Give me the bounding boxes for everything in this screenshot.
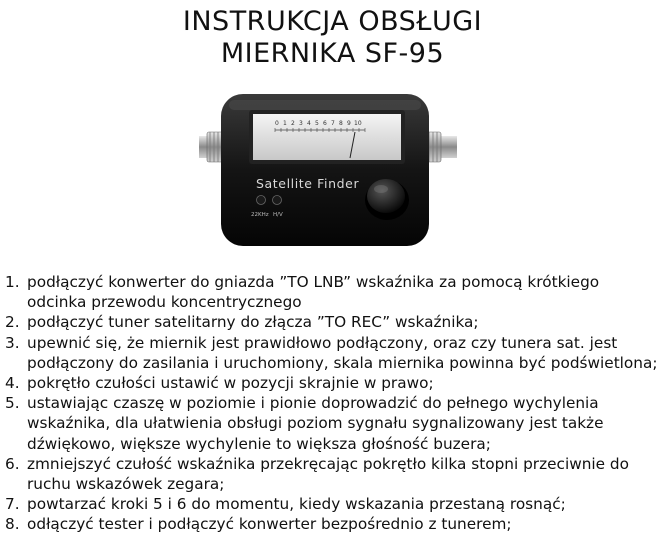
- scale-number: 2: [291, 120, 295, 127]
- scale-number: 10: [354, 120, 362, 127]
- left-f-connector: [199, 132, 223, 162]
- step-number: 3.: [5, 333, 20, 352]
- instruction-step: [5, 312, 660, 332]
- step-number: 2.: [5, 313, 20, 332]
- device-label: Satellite Finder: [256, 176, 360, 191]
- step-number: 8.: [5, 515, 20, 534]
- step-text: upewnić się, że miernik jest prawidłowo podłączony, oraz czy tunera sat. jest podłączony do zasilania i uruchomiony, skala miernika powinna być podświetlona;: [27, 333, 658, 372]
- step-text: powtarzać kroki 5 i 6 do momentu, kiedy wskazania przestaną rosnąć;: [27, 495, 566, 514]
- scale-number: 7: [331, 120, 335, 127]
- step-number: 1.: [5, 273, 20, 291]
- instruction-step: [5, 494, 660, 514]
- step-text: odłączyć tester i podłączyć konwerter bezpośrednio z tunerem;: [27, 515, 512, 534]
- scale-number: 6: [323, 120, 327, 127]
- satellite-finder-device-image: [195, 88, 465, 258]
- step-number: 4.: [5, 374, 20, 393]
- led-label-22khz: 22KHz: [251, 212, 269, 218]
- instruction-step: [5, 514, 660, 534]
- led-label-hv: H/V: [273, 212, 283, 218]
- instruction-step: [5, 454, 660, 494]
- scale-number: 1: [283, 120, 287, 127]
- document-title-line-2: MIERNIKA SF-95: [220, 38, 445, 69]
- right-f-connector: [425, 132, 457, 162]
- led-22khz-icon: [257, 196, 266, 205]
- scale-number: 5: [315, 120, 319, 127]
- step-text: zmniejszyć czułość wskaźnika przekręcając pokrętło kilka stopni przeciwnie do ruchu wskazówek zegara;: [27, 454, 629, 494]
- scale-number: 4: [307, 120, 311, 127]
- led-hv-icon: [273, 196, 282, 205]
- step-text: podłączyć tuner satelitarny do złącza ”TO REC” wskaźnika;: [27, 313, 479, 332]
- instruction-step: [5, 373, 660, 393]
- step-number: 5.: [5, 394, 20, 413]
- step-text: ustawiając czaszę w poziomie i pionie doprowadzić do pełnego wychylenia wskaźnika, dla ułatwienia obsługi poziom sygnału sygnalizowany jest także dźwiękowo, większe wychylenie to większa głośność buzera;: [27, 394, 604, 453]
- scale-number: 0: [275, 120, 279, 127]
- instruction-step: [5, 272, 660, 312]
- step-number: 6.: [5, 454, 20, 473]
- scale-number: 3: [299, 120, 303, 127]
- document-title-line-1: INSTRUKCJA OBSŁUGI: [182, 6, 483, 37]
- step-number: 7.: [5, 495, 20, 514]
- instruction-step: [5, 393, 660, 454]
- instruction-steps-list: [5, 272, 660, 535]
- instruction-step: [5, 333, 660, 373]
- scale-number: 9: [347, 120, 351, 127]
- scale-number: 8: [339, 120, 343, 127]
- step-text: podłączyć konwerter do gniazda ”TO LNB” wskaźnika za pomocą krótkiego odcinka przewodu koncentrycznego: [27, 273, 600, 312]
- step-text: pokrętło czułości ustawić w pozycji skrajnie w prawo;: [27, 374, 434, 393]
